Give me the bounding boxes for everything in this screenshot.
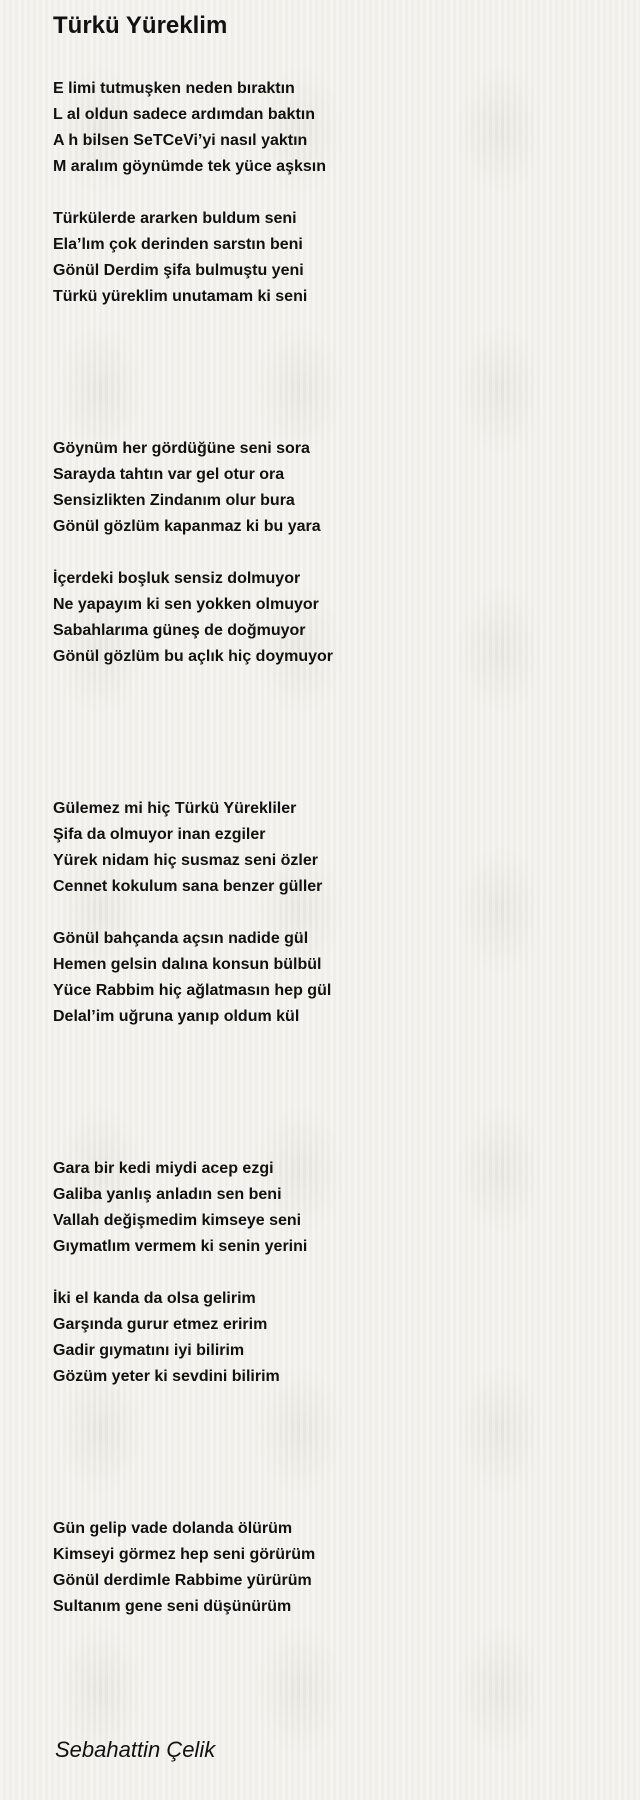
poem-line: A h bilsen SeTCeVi’yi nasıl yaktın bbox=[53, 132, 308, 149]
poem-line: İçerdeki boşluk sensiz dolmuyor bbox=[53, 570, 301, 587]
poem-line: Delal’im uğruna yanıp oldum kül bbox=[53, 1008, 300, 1025]
poem-title: Türkü Yüreklim bbox=[53, 12, 228, 39]
poem-line: Ne yapayım ki sen yokken olmuyor bbox=[53, 596, 319, 613]
poem-line: Sabahlarıma güneş de doğmuyor bbox=[53, 622, 306, 639]
poem-line: Gadir gıymatını iyi bilirim bbox=[53, 1342, 245, 1359]
poem-line: Gönül gözlüm bu açlık hiç doymuyor bbox=[53, 648, 334, 665]
poem-line: Kimseyi görmez hep seni görürüm bbox=[53, 1546, 316, 1563]
stanza-3 bbox=[53, 436, 613, 540]
poem-line: Yürek nidam hiç susmaz seni özler bbox=[53, 852, 318, 869]
stanza-6 bbox=[53, 926, 613, 1030]
poem-line: Gönül bahçanda açsın nadide gül bbox=[53, 930, 309, 947]
stanza-5 bbox=[53, 796, 613, 900]
stanza-7 bbox=[53, 1156, 613, 1260]
poem-line: Türkülerde ararken buldum seni bbox=[53, 210, 297, 227]
stanza-9 bbox=[53, 1516, 613, 1620]
poem-line: Yüce Rabbim hiç ağlatmasın hep gül bbox=[53, 982, 332, 999]
stanza-4 bbox=[53, 566, 613, 670]
poem-line: Gıymatlım vermem ki senin yerini bbox=[53, 1238, 308, 1255]
poem-line: Şifa da olmuyor inan ezgiler bbox=[53, 826, 266, 843]
poem-line: Gönül derdimle Rabbime yürürüm bbox=[53, 1572, 312, 1589]
author-name: Sebahattin Çelik bbox=[55, 1737, 216, 1762]
poem-line: Garşında gurur etmez eririm bbox=[53, 1316, 268, 1333]
poem-line: Gönül Derdim şifa bulmuştu yeni bbox=[53, 262, 304, 279]
poem-line: Türkü yüreklim unutamam ki seni bbox=[53, 288, 308, 305]
poem-line: Sensizlikten Zindanım olur bura bbox=[53, 492, 295, 509]
poem-line: Ela’lım çok derinden sarstın beni bbox=[53, 236, 303, 253]
stanza-1 bbox=[53, 76, 613, 180]
poem-line: Galiba yanlış anladın sen beni bbox=[53, 1186, 282, 1203]
poem-line: Hemen gelsin dalına konsun bülbül bbox=[53, 956, 322, 973]
poem-line: Gülemez mi hiç Türkü Yürekliler bbox=[53, 800, 297, 817]
poem-line: Gara bir kedi miydi acep ezgi bbox=[53, 1160, 274, 1177]
stanza-8 bbox=[53, 1286, 613, 1390]
poem-line: Gözüm yeter ki sevdini bilirim bbox=[53, 1368, 280, 1385]
poem-line: E limi tutmuşken neden bıraktın bbox=[53, 80, 295, 97]
poem-line: Cennet kokulum sana benzer güller bbox=[53, 878, 323, 895]
poem-line: Sarayda tahtın var gel otur ora bbox=[53, 466, 285, 483]
stanza-2 bbox=[53, 206, 613, 310]
poem-line: İki el kanda da olsa gelirim bbox=[53, 1290, 256, 1307]
poem-line: L al oldun sadece ardımdan baktın bbox=[53, 106, 315, 123]
poem-line: Göynüm her gördüğüne seni sora bbox=[53, 440, 310, 457]
poem-line: Vallah değişmedim kimseye seni bbox=[53, 1212, 302, 1229]
poem-line: Gün gelip vade dolanda ölürüm bbox=[53, 1520, 293, 1537]
poem-line: M aralım göynümde tek yüce aşksın bbox=[53, 158, 326, 175]
poem-line: Gönül gözlüm kapanmaz ki bu yara bbox=[53, 518, 321, 535]
poem-line: Sultanım gene seni düşünürüm bbox=[53, 1598, 292, 1615]
